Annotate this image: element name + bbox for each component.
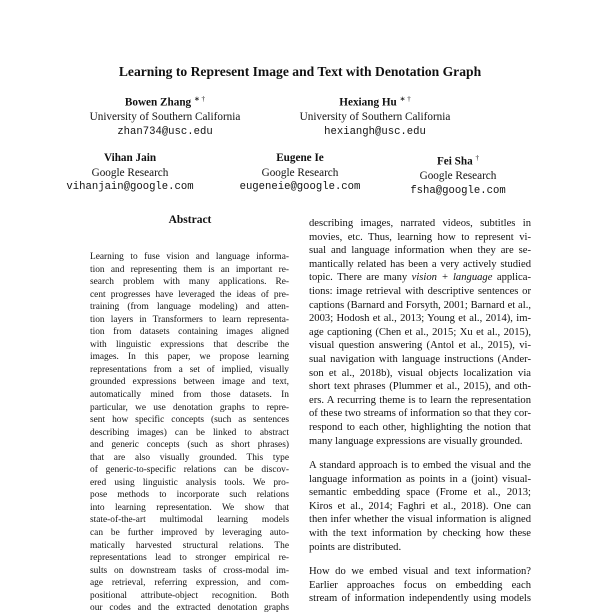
text-line: sual navigation with language instructions (Ander- [309, 353, 531, 365]
text-line: of these two streams of information so that they cor- [309, 408, 531, 420]
author-footnote-marks: † [475, 154, 480, 162]
author-footnote-marks: ∗ † [399, 95, 411, 103]
text-line: and generic concepts (such as short phrases) [90, 440, 289, 451]
author-email: fsha@google.com [410, 184, 506, 197]
author-email: zhan734@usc.edu [117, 125, 213, 138]
text-line: semantic embedding space (Frome et al., 2013; [309, 487, 531, 499]
text-line: many language expressions are visually grounded. [309, 435, 523, 447]
text-line: sual and language information when they are se- [309, 245, 531, 257]
text-line: Earlier approaches focus on embedding each [309, 579, 531, 591]
author-name: Vihan Jain [103, 152, 157, 164]
author-name: Hexiang Hu [339, 96, 397, 109]
text-line: grounded expressions between image and text, [90, 377, 289, 388]
text-line: tion from datasets containing images aligned [90, 327, 289, 338]
text-line: cent progresses have leveraged the ideas of pre- [90, 289, 289, 300]
author-email: vihanjain@google.com [66, 181, 194, 193]
author-affiliation: University of Southern California [89, 111, 241, 124]
author-block [348, 151, 568, 198]
text-line: Learning to fuse vision and language informa- [90, 252, 289, 262]
text-line: training (from language modeling) and atten- [90, 302, 289, 313]
text-line: images. In this paper, we propose learning [90, 352, 289, 363]
italic-term: vision + language [411, 272, 493, 284]
text-line: ered using linguistic analysis tools. We pro- [90, 477, 289, 488]
author-name: Eugene Ie [276, 152, 324, 164]
author-name: Fei Sha [436, 155, 473, 168]
text-line: our codes and the extracted denotation graphs [90, 603, 289, 614]
text-line: age retrieval, referring expression, and com- [90, 578, 289, 589]
text-line: describing images, narrated videos, subtitles in [309, 218, 531, 229]
text-line: state-of-the-art multimodal learning models [90, 515, 289, 526]
text-line: sults on downstream tasks of cross-modal im- [90, 565, 289, 576]
text-line: language information as points in a (joint) visual- [309, 473, 531, 485]
text-line: describing images) can be linked to abstract [90, 427, 289, 438]
paper-title: Learning to Represent Image and Text with Denotation Graph [118, 64, 482, 79]
author-email: hexiangh@usc.edu [324, 125, 426, 138]
text-line: ers. A recurring theme is to learn the representation [309, 394, 531, 406]
text-line: representations from a set of implied, visually [90, 364, 289, 375]
text-line: particular, we use denotation graphs to repre- [90, 402, 289, 413]
author-affiliation: University of Southern California [299, 111, 451, 124]
author-affiliation: Google Research [261, 166, 339, 179]
text-line: of generic-to-specific relations can be discov- [90, 465, 289, 476]
text-line: Kiros et al., 2014; Faghri et al., 2018). One can [309, 500, 531, 512]
text-line: visual question answering (Antol et al., 2015), vi- [309, 340, 531, 352]
text-line: captions (Barnard and Forsyth, 2001; Barnard et al., [309, 299, 531, 311]
text-line: age captioning (Chen et al., 2015; Xu et al., 2015), [309, 326, 531, 338]
text-line: can be further improved by leveraging auto- [90, 528, 289, 539]
author-affiliation: Google Research [91, 166, 169, 179]
text-line: that are also visually grounded. This type [90, 452, 289, 463]
author-block [265, 92, 485, 139]
text-line: movies, etc. Thus, learning how to represent vi- [309, 231, 531, 243]
text-line: tion layers in Transformers to learn representa- [90, 314, 289, 325]
text-line: 2003; Hodosh et al., 2013; Young et al., 2014), im- [309, 313, 531, 325]
text-line: search problem with many applications. Re- [90, 277, 289, 288]
author-name: Bowen Zhang [124, 96, 192, 109]
text-line: positional attribute-object recognition. Both [90, 590, 289, 601]
text-line: sent how specific concepts (such as sentences [90, 415, 289, 426]
author-affiliation: Google Research [419, 170, 497, 183]
abstract-heading: Abstract [168, 214, 212, 226]
author-email: eugeneie@google.com [239, 181, 361, 193]
introduction-body [309, 217, 531, 606]
text-line: respond to each other, highlighting the notion that [309, 421, 531, 433]
text-line: representations lead to stronger empirical re- [90, 553, 289, 564]
text-line: topic. There are many vision + language applica- [309, 272, 531, 284]
text-line: automatically mined from those datasets. In [90, 390, 289, 401]
abstract-body [90, 251, 289, 615]
text-line: into learning representation. We show that [90, 502, 289, 513]
text-line: tions: image retrieval with descriptive sentences or [309, 285, 531, 297]
author-footnote-marks: ∗ † [193, 95, 206, 103]
text-line: tion and representing them is an important re- [90, 264, 289, 275]
text-line: A standard approach is to embed the visual and the [309, 460, 531, 472]
text-line: son et al., 2018b), visual objects localization via [309, 367, 531, 379]
text-line: mantically related has been a very actively studied [309, 258, 531, 270]
text-line: then infer whether the visual information is aligned [309, 514, 531, 526]
author-block [55, 92, 275, 139]
text-line: short text phrases (Plummer et al., 2015), and oth- [309, 381, 531, 393]
text-line: pose methods to incorporate such relations [90, 490, 289, 501]
text-line: matically harvested structural relations. The [90, 540, 289, 551]
text-line: stream of information independently using models [309, 593, 531, 605]
text-line: points are distributed. [309, 541, 402, 553]
text-line: How do we embed visual and text information? [309, 566, 531, 578]
text-line: with the text information by checking how these [309, 528, 531, 540]
text-line: with linguistic expressions that describe the [90, 339, 289, 350]
